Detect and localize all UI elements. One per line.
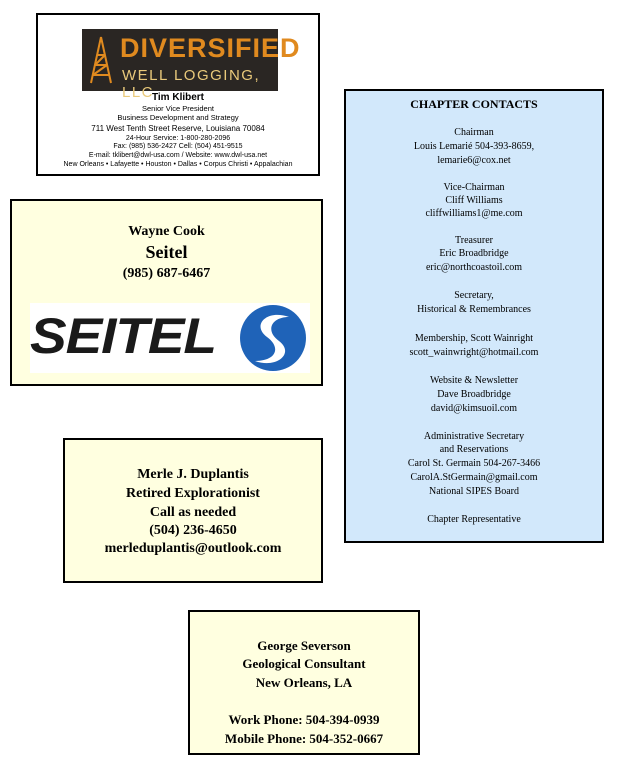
contact-phone: (985) 687-6467	[122, 266, 211, 281]
contact-name: Merle J. Duplantis	[137, 467, 249, 482]
admin-secretary-label: Administrative Secretary	[423, 431, 525, 442]
admin-secretary-role: and Reservations	[439, 444, 509, 455]
work-phone: Work Phone: 504-394-0939	[228, 712, 380, 727]
diversified-business-card	[36, 13, 320, 176]
contact-availability: Call as needed	[149, 505, 237, 520]
contact-email: merleduplantis@outlook.com	[104, 541, 282, 556]
seitel-swirl-icon	[237, 303, 309, 373]
treasurer-name: Eric Broadbridge	[439, 248, 509, 259]
vice-chairman-name: Cliff Williams	[445, 195, 503, 206]
contact-department: Business Development and Strategy	[117, 113, 239, 122]
contact-title: Retired Explorationist	[126, 486, 260, 501]
contact-address: 711 West Tenth Street Reserve, Louisiana 70084	[91, 124, 265, 133]
duplantis-business-card	[63, 438, 323, 583]
chairman-name-phone: Louis Lemarié 504-393-8659,	[413, 141, 535, 152]
secretary-role: Historical & Remembrances	[417, 304, 531, 315]
chapter-representative-label: Chapter Representative	[427, 514, 521, 525]
membership-email: scott_wainwright@hotmail.com	[409, 347, 539, 358]
email-website-line: E-mail: tklibert@dwl-usa.com / Website: www.dwl-usa.net	[88, 152, 268, 159]
mobile-phone: Mobile Phone: 504-352-0667	[224, 731, 384, 746]
vice-chairman-label: Vice-Chairman	[443, 182, 505, 193]
chapter-contacts-title: CHAPTER CONTACTS	[410, 97, 538, 111]
chairman-email: lemarie6@cox.net	[437, 155, 511, 166]
phone-line: Fax: (985) 536-2427 Cell: (504) 451-9515	[113, 143, 243, 150]
contact-phone: (504) 236-4650	[149, 523, 237, 538]
seitel-business-card	[10, 199, 323, 386]
contact-name: Wayne Cook	[128, 224, 205, 239]
contact-name: George Severson	[257, 638, 351, 653]
vice-chairman-email: cliffwilliams1@me.com	[425, 208, 523, 219]
seitel-logo-wordmark: SEITEL	[30, 308, 216, 364]
contact-location: New Orleans, LA	[255, 675, 353, 690]
national-board-label: National SIPES Board	[429, 486, 519, 497]
contact-title: Geological Consultant	[242, 656, 366, 671]
admin-secretary-email: CarolA.StGermain@gmail.com	[410, 472, 538, 483]
secretary-label: Secretary,	[454, 290, 494, 301]
admin-secretary-name-phone: Carol St. Germain 504-267-3466	[407, 458, 541, 469]
membership-line: Membership, Scott Wainright	[414, 333, 534, 344]
severson-business-card	[188, 610, 420, 755]
chairman-label: Chairman	[454, 127, 494, 138]
website-newsletter-email: david@kimsuoil.com	[430, 403, 518, 414]
company-name: Seitel	[145, 242, 188, 262]
contact-title: Senior Vice President	[142, 104, 214, 113]
oil-derrick-icon	[88, 35, 114, 85]
logo-wordmark-top: DIVERSIFIED	[120, 33, 301, 63]
treasurer-label: Treasurer	[455, 235, 493, 246]
service-line: 24-Hour Service: 1-800-280-2096	[125, 135, 231, 142]
locations-line: New Orleans • Lafayette • Houston • Dallas • Corpus Christi • Appalachian	[63, 161, 293, 168]
seitel-logo	[30, 303, 310, 373]
contact-name: Tim Klibert	[151, 92, 205, 103]
website-newsletter-label: Website & Newsletter	[429, 375, 519, 386]
logo-wordmark-bottom: WELL LOGGING, LLC	[122, 67, 261, 101]
website-newsletter-name: Dave Broadbridge	[437, 389, 511, 400]
treasurer-email: eric@northcoastoil.com	[425, 262, 523, 273]
chapter-contacts-box	[344, 89, 604, 543]
